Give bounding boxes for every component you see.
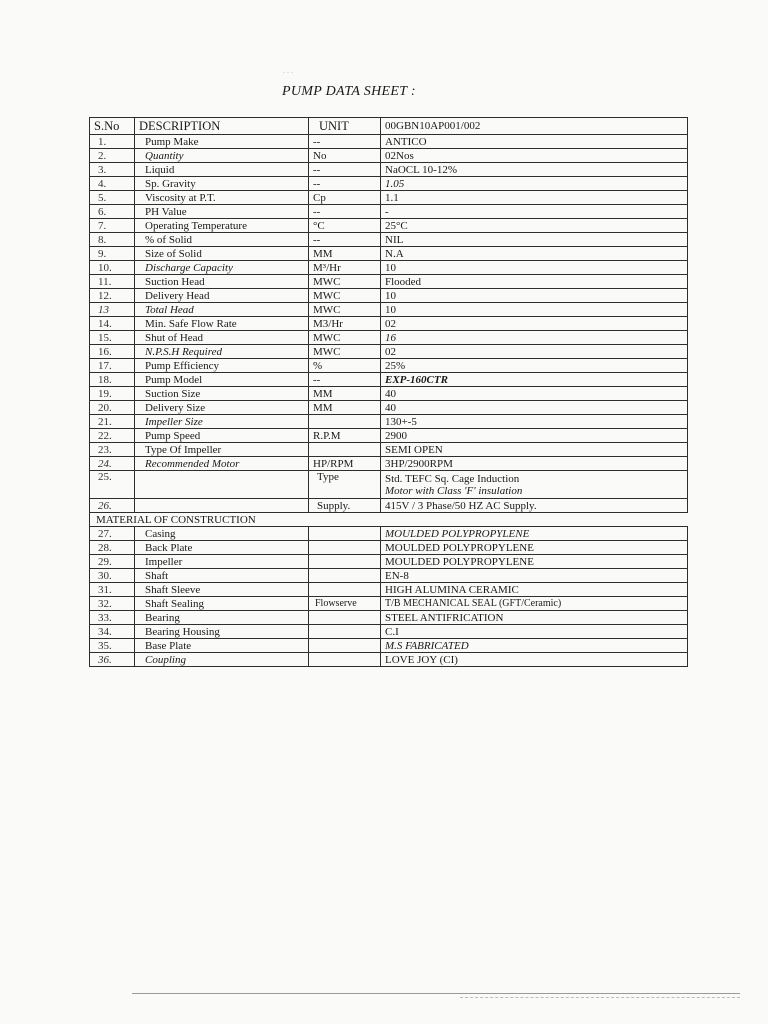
page-title: PUMP DATA SHEET : bbox=[282, 84, 416, 99]
table-row bbox=[90, 569, 688, 583]
row-sno: 20. bbox=[90, 401, 135, 415]
row-description: Suction Size bbox=[135, 387, 309, 401]
table-row-motor-type bbox=[90, 471, 688, 499]
table-row bbox=[90, 345, 688, 359]
row-sno: 28. bbox=[90, 541, 135, 555]
table-row bbox=[90, 359, 688, 373]
row-unit: MWC bbox=[309, 275, 381, 289]
row-value bbox=[381, 471, 688, 499]
row-unit: -- bbox=[309, 233, 381, 247]
row-sno: 23. bbox=[90, 443, 135, 457]
row-value: NIL bbox=[381, 233, 688, 247]
table-row bbox=[90, 317, 688, 331]
row-value: LOVE JOY (CI) bbox=[381, 653, 688, 667]
row-description: Type Of Impeller bbox=[135, 443, 309, 457]
table-row bbox=[90, 219, 688, 233]
row-value: 25°C bbox=[381, 219, 688, 233]
row-value: 02Nos bbox=[381, 149, 688, 163]
row-unit: -- bbox=[309, 205, 381, 219]
row-unit bbox=[309, 443, 381, 457]
row-unit: % bbox=[309, 359, 381, 373]
row-unit: No bbox=[309, 149, 381, 163]
motor-type-line-1: Std. TEFC Sq. Cage Induction bbox=[385, 472, 520, 485]
table-row bbox=[90, 653, 688, 667]
row-sno: 3. bbox=[90, 163, 135, 177]
row-description: Quantity bbox=[135, 149, 309, 163]
row-description: Sp. Gravity bbox=[135, 177, 309, 191]
row-sno: 5. bbox=[90, 191, 135, 205]
row-description: Impeller Size bbox=[135, 415, 309, 429]
row-value: M.S FABRICATED bbox=[381, 639, 688, 653]
header-unit: UNIT bbox=[309, 118, 381, 135]
row-unit: M³/Hr bbox=[309, 261, 381, 275]
table-row bbox=[90, 555, 688, 569]
row-sno: 6. bbox=[90, 205, 135, 219]
row-unit: -- bbox=[309, 373, 381, 387]
row-value: NaOCL 10-12% bbox=[381, 163, 688, 177]
row-sno: 24. bbox=[90, 457, 135, 471]
row-sno: 4. bbox=[90, 177, 135, 191]
row-sno: 31. bbox=[90, 583, 135, 597]
row-value: HIGH ALUMINA CERAMIC bbox=[381, 583, 688, 597]
row-sno: 17. bbox=[90, 359, 135, 373]
row-sno: 13 bbox=[90, 303, 135, 317]
row-description: Size of Solid bbox=[135, 247, 309, 261]
row-value: 10 bbox=[381, 261, 688, 275]
row-value: 415V / 3 Phase/50 HZ AC Supply. bbox=[381, 499, 688, 513]
row-sno: 8. bbox=[90, 233, 135, 247]
row-description: Pump Make bbox=[135, 135, 309, 149]
row-sno: 34. bbox=[90, 625, 135, 639]
row-sno: 21. bbox=[90, 415, 135, 429]
row-sno: 12. bbox=[90, 289, 135, 303]
row-value: EN-8 bbox=[381, 569, 688, 583]
row-value: ANTICO bbox=[381, 135, 688, 149]
row-description: Shaft bbox=[135, 569, 309, 583]
row-description: Min. Safe Flow Rate bbox=[135, 317, 309, 331]
row-description: Casing bbox=[135, 527, 309, 541]
row-unit: -- bbox=[309, 163, 381, 177]
row-unit: MM bbox=[309, 247, 381, 261]
table-row bbox=[90, 191, 688, 205]
row-unit: Supply. bbox=[309, 499, 381, 513]
row-value: 40 bbox=[381, 387, 688, 401]
row-sno: 2. bbox=[90, 149, 135, 163]
row-description: % of Solid bbox=[135, 233, 309, 247]
table-row bbox=[90, 387, 688, 401]
row-sno: 15. bbox=[90, 331, 135, 345]
row-description: Impeller bbox=[135, 555, 309, 569]
moc-heading: MATERIAL OF CONSTRUCTION bbox=[90, 513, 688, 527]
row-unit: MM bbox=[309, 401, 381, 415]
row-sno: 25. bbox=[90, 471, 135, 499]
row-sno: 10. bbox=[90, 261, 135, 275]
row-value: Flooded bbox=[381, 275, 688, 289]
table-row bbox=[90, 625, 688, 639]
row-description: Pump Model bbox=[135, 373, 309, 387]
row-value: MOULDED POLYPROPYLENE bbox=[381, 541, 688, 555]
table-row bbox=[90, 135, 688, 149]
table-row bbox=[90, 373, 688, 387]
row-sno: 33. bbox=[90, 611, 135, 625]
row-unit bbox=[309, 555, 381, 569]
row-value: N.A bbox=[381, 247, 688, 261]
row-value: 130+-5 bbox=[381, 415, 688, 429]
table-row bbox=[90, 415, 688, 429]
row-sno: 36. bbox=[90, 653, 135, 667]
row-sno: 14. bbox=[90, 317, 135, 331]
row-value: 1.1 bbox=[381, 191, 688, 205]
table-row bbox=[90, 163, 688, 177]
row-value: EXP-160CTR bbox=[381, 373, 688, 387]
row-unit: MWC bbox=[309, 289, 381, 303]
row-unit bbox=[309, 527, 381, 541]
row-unit bbox=[309, 569, 381, 583]
row-unit: MM bbox=[309, 387, 381, 401]
row-value: 02 bbox=[381, 317, 688, 331]
row-description: Viscosity at P.T. bbox=[135, 191, 309, 205]
table-row bbox=[90, 149, 688, 163]
header-description: DESCRIPTION bbox=[135, 118, 309, 135]
table-row bbox=[90, 541, 688, 555]
row-description: Bearing Housing bbox=[135, 625, 309, 639]
row-value: 40 bbox=[381, 401, 688, 415]
row-sno: 29. bbox=[90, 555, 135, 569]
section-heading-row bbox=[90, 513, 688, 527]
row-value: MOULDED POLYPROPYLENE bbox=[381, 555, 688, 569]
row-unit: °C bbox=[309, 219, 381, 233]
row-sno: 22. bbox=[90, 429, 135, 443]
header-sno: S.No bbox=[90, 118, 135, 135]
table-row bbox=[90, 597, 688, 611]
row-unit: R.P.M bbox=[309, 429, 381, 443]
table-row bbox=[90, 443, 688, 457]
row-value: 16 bbox=[381, 331, 688, 345]
row-sno: 9. bbox=[90, 247, 135, 261]
table-row bbox=[90, 289, 688, 303]
row-description bbox=[135, 499, 309, 513]
row-unit: Type bbox=[309, 471, 381, 499]
row-value: 2900 bbox=[381, 429, 688, 443]
row-value: C.I bbox=[381, 625, 688, 639]
pump-data-table bbox=[89, 117, 688, 667]
table-row bbox=[90, 583, 688, 597]
row-value: 10 bbox=[381, 289, 688, 303]
row-description: Coupling bbox=[135, 653, 309, 667]
row-value: MOULDED POLYPROPYLENE bbox=[381, 527, 688, 541]
table-row bbox=[90, 639, 688, 653]
row-sno: 7. bbox=[90, 219, 135, 233]
row-sno: 30. bbox=[90, 569, 135, 583]
table-row bbox=[90, 527, 688, 541]
motor-type-line-2: Motor with Class 'F' insulation bbox=[385, 484, 523, 497]
row-sno: 1. bbox=[90, 135, 135, 149]
row-value: STEEL ANTIFRICATION bbox=[381, 611, 688, 625]
row-value: - bbox=[381, 205, 688, 219]
table-row bbox=[90, 401, 688, 415]
row-unit bbox=[309, 611, 381, 625]
row-sno: 27. bbox=[90, 527, 135, 541]
scan-artifact: . . . bbox=[283, 66, 293, 75]
row-description: Delivery Head bbox=[135, 289, 309, 303]
row-unit: Cp bbox=[309, 191, 381, 205]
row-sno: 11. bbox=[90, 275, 135, 289]
scan-edge-line bbox=[132, 993, 740, 994]
row-unit: M3/Hr bbox=[309, 317, 381, 331]
row-unit: -- bbox=[309, 177, 381, 191]
row-unit: MWC bbox=[309, 331, 381, 345]
row-unit: Flowserve bbox=[309, 597, 381, 611]
table-row bbox=[90, 429, 688, 443]
row-description: Bearing bbox=[135, 611, 309, 625]
scan-edge-dots bbox=[460, 997, 740, 998]
row-description: Liquid bbox=[135, 163, 309, 177]
row-unit bbox=[309, 415, 381, 429]
row-value: SEMI OPEN bbox=[381, 443, 688, 457]
table-row bbox=[90, 177, 688, 191]
row-description: Pump Efficiency bbox=[135, 359, 309, 373]
row-sno: 19. bbox=[90, 387, 135, 401]
row-description: Shaft Sealing bbox=[135, 597, 309, 611]
row-description: N.P.S.H Required bbox=[135, 345, 309, 359]
row-unit bbox=[309, 541, 381, 555]
table-row bbox=[90, 303, 688, 317]
row-value: T/B MECHANICAL SEAL (GFT/Ceramic) bbox=[381, 597, 688, 611]
row-unit bbox=[309, 625, 381, 639]
row-value: 25% bbox=[381, 359, 688, 373]
row-description: Suction Head bbox=[135, 275, 309, 289]
row-unit bbox=[309, 583, 381, 597]
row-value: 1.05 bbox=[381, 177, 688, 191]
row-unit: -- bbox=[309, 135, 381, 149]
row-description: Pump Speed bbox=[135, 429, 309, 443]
table-row bbox=[90, 205, 688, 219]
row-description bbox=[135, 471, 309, 499]
table-row bbox=[90, 331, 688, 345]
row-description: Discharge Capacity bbox=[135, 261, 309, 275]
row-description: PH Value bbox=[135, 205, 309, 219]
row-value: 10 bbox=[381, 303, 688, 317]
table-row bbox=[90, 611, 688, 625]
table-row bbox=[90, 247, 688, 261]
row-unit: MWC bbox=[309, 303, 381, 317]
table-header-row bbox=[90, 118, 688, 135]
row-description: Delivery Size bbox=[135, 401, 309, 415]
header-value: 00GBN10AP001/002 bbox=[381, 118, 688, 135]
table-row-supply bbox=[90, 499, 688, 513]
row-unit: HP/RPM bbox=[309, 457, 381, 471]
row-sno: 35. bbox=[90, 639, 135, 653]
row-description: Operating Temperature bbox=[135, 219, 309, 233]
table-row bbox=[90, 233, 688, 247]
row-unit bbox=[309, 653, 381, 667]
row-unit: MWC bbox=[309, 345, 381, 359]
row-sno: 18. bbox=[90, 373, 135, 387]
row-description: Back Plate bbox=[135, 541, 309, 555]
table-row bbox=[90, 457, 688, 471]
row-description: Total Head bbox=[135, 303, 309, 317]
row-sno: 16. bbox=[90, 345, 135, 359]
table-row bbox=[90, 261, 688, 275]
row-sno: 32. bbox=[90, 597, 135, 611]
row-value: 3HP/2900RPM bbox=[381, 457, 688, 471]
row-value: 02 bbox=[381, 345, 688, 359]
row-unit bbox=[309, 639, 381, 653]
row-description: Shut of Head bbox=[135, 331, 309, 345]
table-row bbox=[90, 275, 688, 289]
row-description: Shaft Sleeve bbox=[135, 583, 309, 597]
row-sno: 26. bbox=[90, 499, 135, 513]
row-description: Recommended Motor bbox=[135, 457, 309, 471]
row-description: Base Plate bbox=[135, 639, 309, 653]
